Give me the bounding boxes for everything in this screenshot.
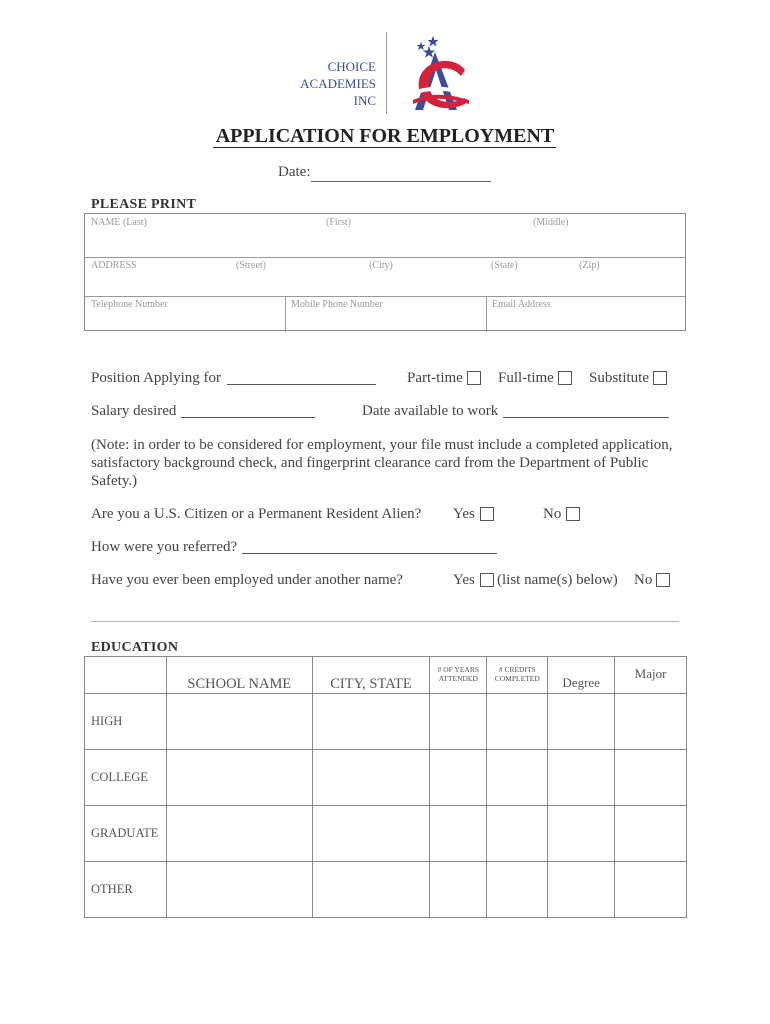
years-cell[interactable] [430, 694, 487, 750]
title-underline [213, 147, 556, 148]
row-label-high: HIGH [85, 694, 167, 750]
major-cell[interactable] [615, 806, 687, 862]
part-time-checkbox[interactable] [467, 371, 481, 385]
mobile-phone-field[interactable]: Mobile Phone Number [291, 299, 383, 310]
address-state-field[interactable]: (State) [491, 260, 518, 271]
degree-cell[interactable] [548, 862, 615, 918]
applicant-info-grid [84, 213, 686, 331]
city-state-cell[interactable] [312, 862, 430, 918]
header-city-state: CITY, STATE [312, 657, 430, 694]
salary-field[interactable] [181, 417, 315, 418]
company-name [286, 58, 376, 109]
header-years-attended: # OF YEARS ATTENDED [430, 657, 487, 694]
address-zip-field[interactable]: (Zip) [579, 260, 600, 271]
salary-label: Salary desired [91, 403, 177, 419]
citizen-no-label: No [543, 506, 562, 522]
header-school-name: SCHOOL NAME [166, 657, 312, 694]
other-name-yes-checkbox[interactable] [480, 573, 494, 587]
degree-cell[interactable] [548, 750, 615, 806]
address-street-field[interactable]: (Street) [236, 260, 266, 271]
major-cell[interactable] [615, 862, 687, 918]
other-name-question: Have you ever been employed under another name? [91, 572, 403, 588]
other-name-no-checkbox[interactable] [656, 573, 670, 587]
degree-cell[interactable] [548, 806, 615, 862]
position-field[interactable] [227, 384, 376, 385]
date-label: Date: [278, 164, 311, 180]
choice-academies-logo [405, 30, 475, 116]
full-time-label: Full-time [498, 370, 554, 386]
grid-divider [486, 296, 487, 332]
years-cell[interactable] [430, 750, 487, 806]
city-state-cell[interactable] [312, 806, 430, 862]
major-cell[interactable] [615, 750, 687, 806]
grid-divider [85, 257, 685, 258]
years-cell[interactable] [430, 806, 487, 862]
row-label-other: OTHER [85, 862, 167, 918]
name-middle-field[interactable]: (Middle) [533, 217, 569, 228]
referred-question: How were you referred? [91, 539, 238, 555]
credits-cell[interactable] [487, 862, 548, 918]
citizen-yes-checkbox[interactable] [480, 507, 494, 521]
grid-divider [285, 296, 286, 332]
substitute-label: Substitute [589, 370, 650, 386]
citizen-yes-label: Yes [453, 506, 475, 522]
full-time-checkbox[interactable] [558, 371, 572, 385]
logo-star-3 [423, 46, 436, 58]
citizen-no-checkbox[interactable] [566, 507, 580, 521]
part-time-label: Part-time [407, 370, 463, 386]
degree-cell[interactable] [548, 694, 615, 750]
table-row [85, 694, 687, 750]
company-name-line-2: ACADEMIES [300, 76, 376, 91]
major-cell[interactable] [615, 694, 687, 750]
years-cell[interactable] [430, 862, 487, 918]
please-print-heading: PLEASE PRINT [91, 197, 197, 212]
other-name-yes-label: Yes [453, 572, 475, 588]
citizen-question: Are you a U.S. Citizen or a Permanent Resident Alien? [91, 506, 422, 522]
education-heading: EDUCATION [91, 640, 179, 655]
date-field[interactable] [311, 181, 491, 182]
credits-cell[interactable] [487, 694, 548, 750]
header-major: Major [615, 657, 687, 694]
logo-star-1 [428, 36, 439, 47]
address-city-field[interactable]: (City) [369, 260, 393, 271]
name-first-field[interactable]: (First) [326, 217, 351, 228]
company-name-line-1: CHOICE [327, 59, 376, 74]
email-field[interactable]: Email Address [492, 299, 551, 310]
credits-cell[interactable] [487, 806, 548, 862]
telephone-field[interactable]: Telephone Number [91, 299, 168, 310]
header-degree: Degree [548, 657, 615, 694]
company-name-line-3: INC [353, 93, 376, 108]
school-name-cell[interactable] [166, 750, 312, 806]
requirements-note: (Note: in order to be considered for employment, your file must include a completed application, satisfactory background check, and fingerprint clearance card from the Department of Public Safety.) [91, 437, 673, 489]
grid-divider [85, 296, 685, 297]
address-field[interactable]: ADDRESS [91, 260, 137, 271]
table-row [85, 750, 687, 806]
position-label: Position Applying for [91, 370, 222, 386]
row-label-college: COLLEGE [85, 750, 167, 806]
substitute-checkbox[interactable] [653, 371, 667, 385]
row-label-graduate: GRADUATE [85, 806, 167, 862]
school-name-cell[interactable] [166, 806, 312, 862]
name-last-field[interactable]: NAME (Last) [91, 217, 147, 228]
logo-star-2 [417, 42, 426, 50]
other-names-line[interactable] [91, 621, 679, 622]
date-available-field[interactable] [503, 417, 669, 418]
school-name-cell[interactable] [166, 694, 312, 750]
referred-field[interactable] [242, 553, 497, 554]
city-state-cell[interactable] [312, 750, 430, 806]
school-name-cell[interactable] [166, 862, 312, 918]
education-table [84, 656, 687, 918]
header-blank [85, 657, 167, 694]
city-state-cell[interactable] [312, 694, 430, 750]
education-header-row [85, 657, 687, 694]
header-credits-completed: # CREDITS COMPLETED [487, 657, 548, 694]
logo-divider [386, 32, 387, 114]
date-available-label: Date available to work [362, 403, 499, 419]
credits-cell[interactable] [487, 750, 548, 806]
other-name-list-note: (list name(s) below) [497, 572, 618, 588]
other-name-no-label: No [634, 572, 653, 588]
table-row [85, 862, 687, 918]
table-row [85, 806, 687, 862]
form-title: APPLICATION FOR EMPLOYMENT [215, 125, 555, 147]
